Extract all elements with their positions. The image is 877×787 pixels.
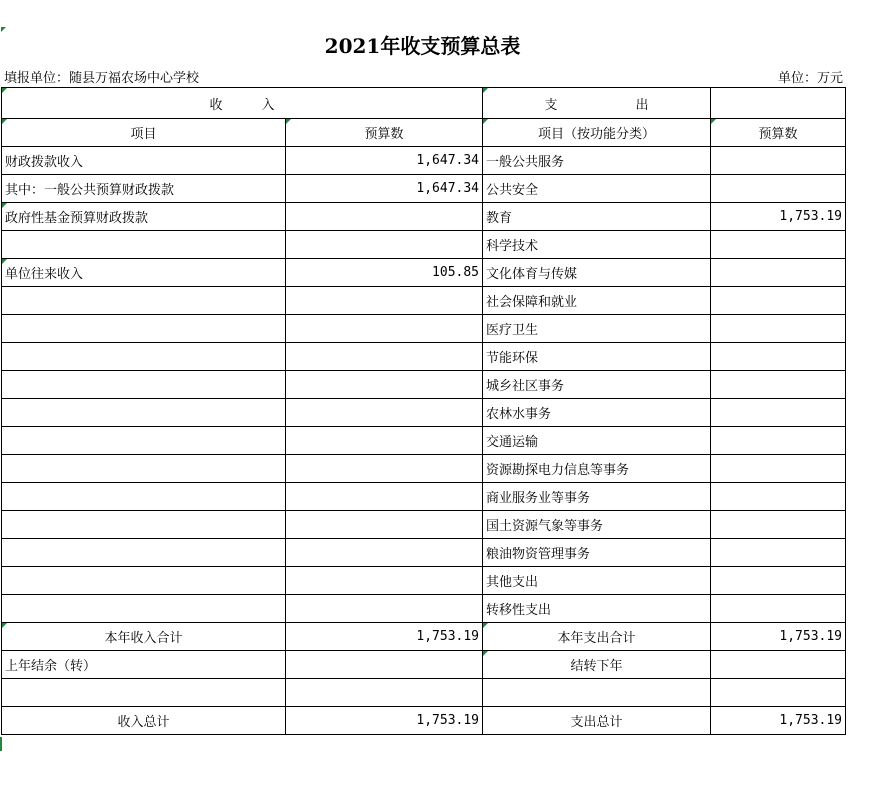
table-row: [2, 595, 846, 623]
income-value-cell[interactable]: [286, 371, 483, 399]
income-value-cell[interactable]: 105.85: [286, 259, 483, 287]
table-row: [2, 511, 846, 539]
income-value-cell[interactable]: [286, 539, 483, 567]
table-row: [2, 455, 846, 483]
income-item-cell[interactable]: [2, 231, 286, 259]
expense-item-cell[interactable]: 转移性支出: [483, 595, 711, 623]
expense-item-cell[interactable]: 医疗卫生: [483, 315, 711, 343]
income-value-cell[interactable]: [286, 483, 483, 511]
table-row: [2, 259, 846, 287]
prev-balance-value[interactable]: [286, 651, 483, 679]
col-header-budget-2[interactable]: 预算数: [711, 119, 846, 147]
table-row: [2, 427, 846, 455]
reporting-unit: 填报单位：随县万福农场中心学校: [4, 71, 200, 86]
income-value-cell[interactable]: [286, 567, 483, 595]
expense-value-cell[interactable]: [711, 287, 846, 315]
income-item-cell[interactable]: [2, 343, 286, 371]
expense-value-cell[interactable]: [711, 343, 846, 371]
page-title: 2021年收支预算总表: [324, 34, 521, 58]
empty-cell[interactable]: [2, 679, 286, 707]
income-item-cell[interactable]: 政府性基金预算财政拨款: [2, 203, 286, 231]
income-item-cell[interactable]: [2, 567, 286, 595]
income-grand-total-value[interactable]: 1,753.19: [286, 707, 483, 735]
table-row: [2, 371, 846, 399]
income-grand-total-label[interactable]: 收入总计: [2, 707, 286, 735]
income-value-cell[interactable]: [286, 287, 483, 315]
expense-value-cell[interactable]: [711, 567, 846, 595]
expense-item-cell[interactable]: 科学技术: [483, 231, 711, 259]
income-item-cell[interactable]: [2, 315, 286, 343]
expense-item-cell[interactable]: 农林水事务: [483, 399, 711, 427]
income-item-cell[interactable]: [2, 287, 286, 315]
year-income-total-value[interactable]: 1,753.19: [286, 623, 483, 651]
carry-forward-label[interactable]: 结转下年: [483, 651, 711, 679]
income-item-cell[interactable]: [2, 371, 286, 399]
income-value-cell[interactable]: 1,647.34: [286, 147, 483, 175]
expense-item-cell[interactable]: 粮油物资管理事务: [483, 539, 711, 567]
expense-value-cell[interactable]: [711, 315, 846, 343]
expense-section-header[interactable]: 支 出: [483, 88, 711, 119]
income-value-cell[interactable]: 1,647.34: [286, 175, 483, 203]
budget-table: [1, 87, 846, 735]
expense-item-cell[interactable]: 教育: [483, 203, 711, 231]
income-value-cell[interactable]: [286, 427, 483, 455]
expense-item-cell[interactable]: 一般公共服务: [483, 147, 711, 175]
table-row: [2, 679, 846, 707]
income-item-cell[interactable]: 单位往来收入: [2, 259, 286, 287]
income-value-cell[interactable]: [286, 203, 483, 231]
expense-item-cell[interactable]: 节能环保: [483, 343, 711, 371]
income-item-cell[interactable]: 其中：一般公共预算财政拨款: [2, 175, 286, 203]
income-item-cell[interactable]: [2, 595, 286, 623]
expense-value-cell[interactable]: [711, 175, 846, 203]
currency-unit: 单位：万元: [777, 71, 843, 86]
expense-item-cell[interactable]: 其他支出: [483, 567, 711, 595]
income-item-cell[interactable]: [2, 511, 286, 539]
income-value-cell[interactable]: [286, 399, 483, 427]
table-row: [2, 399, 846, 427]
empty-cell[interactable]: [483, 679, 711, 707]
empty-header-cell[interactable]: [711, 88, 846, 119]
empty-cell[interactable]: [286, 679, 483, 707]
income-item-cell[interactable]: [2, 539, 286, 567]
income-value-cell[interactable]: [286, 511, 483, 539]
table-row: [2, 539, 846, 567]
income-value-cell[interactable]: [286, 455, 483, 483]
expense-value-cell[interactable]: [711, 511, 846, 539]
expense-item-cell[interactable]: 城乡社区事务: [483, 371, 711, 399]
year-income-total-label[interactable]: 本年收入合计: [2, 623, 286, 651]
table-row: [2, 231, 846, 259]
income-item-cell[interactable]: [2, 399, 286, 427]
table-row: [2, 147, 846, 175]
year-expense-total-label[interactable]: 本年支出合计: [483, 623, 711, 651]
income-value-cell[interactable]: [286, 315, 483, 343]
table-row: [2, 483, 846, 511]
expense-value-cell[interactable]: [711, 147, 846, 175]
grand-total-row: [2, 707, 846, 735]
balance-row: [2, 651, 846, 679]
selection-edge-marker: [0, 737, 2, 751]
income-item-cell[interactable]: [2, 455, 286, 483]
table-row: [2, 343, 846, 371]
income-item-cell[interactable]: 财政拨款收入: [2, 147, 286, 175]
table-row: [2, 567, 846, 595]
table-row: [2, 175, 846, 203]
expense-value-cell[interactable]: [711, 371, 846, 399]
expense-item-cell[interactable]: 公共安全: [483, 175, 711, 203]
expense-item-cell[interactable]: 国土资源气象等事务: [483, 511, 711, 539]
income-section-header[interactable]: 收 入: [2, 88, 483, 119]
col-header-item-func[interactable]: 项目（按功能分类）: [483, 119, 711, 147]
expense-value-cell[interactable]: [711, 399, 846, 427]
income-value-cell[interactable]: [286, 343, 483, 371]
expense-value-cell[interactable]: [711, 231, 846, 259]
expense-value-cell[interactable]: [711, 483, 846, 511]
expense-value-cell[interactable]: [711, 539, 846, 567]
expense-item-cell[interactable]: 文化体育与传媒: [483, 259, 711, 287]
expense-value-cell[interactable]: [711, 595, 846, 623]
table-row: [2, 287, 846, 315]
expense-value-cell[interactable]: [711, 455, 846, 483]
expense-item-cell[interactable]: 社会保障和就业: [483, 287, 711, 315]
year-expense-total-value[interactable]: 1,753.19: [711, 623, 846, 651]
income-value-cell[interactable]: [286, 595, 483, 623]
expense-grand-total-label[interactable]: 支出总计: [483, 707, 711, 735]
income-value-cell[interactable]: [286, 231, 483, 259]
year-total-row: [2, 623, 846, 651]
expense-item-cell[interactable]: 交通运输: [483, 427, 711, 455]
prev-balance-label[interactable]: 上年结余（转）: [2, 651, 286, 679]
header-row-columns: [2, 119, 846, 147]
col-header-item[interactable]: 项目: [2, 119, 286, 147]
expense-item-cell[interactable]: 商业服务业等事务: [483, 483, 711, 511]
income-item-cell[interactable]: [2, 427, 286, 455]
income-item-cell[interactable]: [2, 483, 286, 511]
expense-value-cell[interactable]: [711, 259, 846, 287]
expense-value-cell[interactable]: [711, 427, 846, 455]
carry-forward-value[interactable]: [711, 651, 846, 679]
table-row: [2, 315, 846, 343]
expense-grand-total-value[interactable]: 1,753.19: [711, 707, 846, 735]
expense-value-cell[interactable]: 1,753.19: [711, 203, 846, 231]
table-row: [2, 203, 846, 231]
empty-cell[interactable]: [711, 679, 846, 707]
col-header-budget[interactable]: 预算数: [286, 119, 483, 147]
expense-item-cell[interactable]: 资源勘探电力信息等事务: [483, 455, 711, 483]
header-row-sections: [2, 88, 846, 119]
